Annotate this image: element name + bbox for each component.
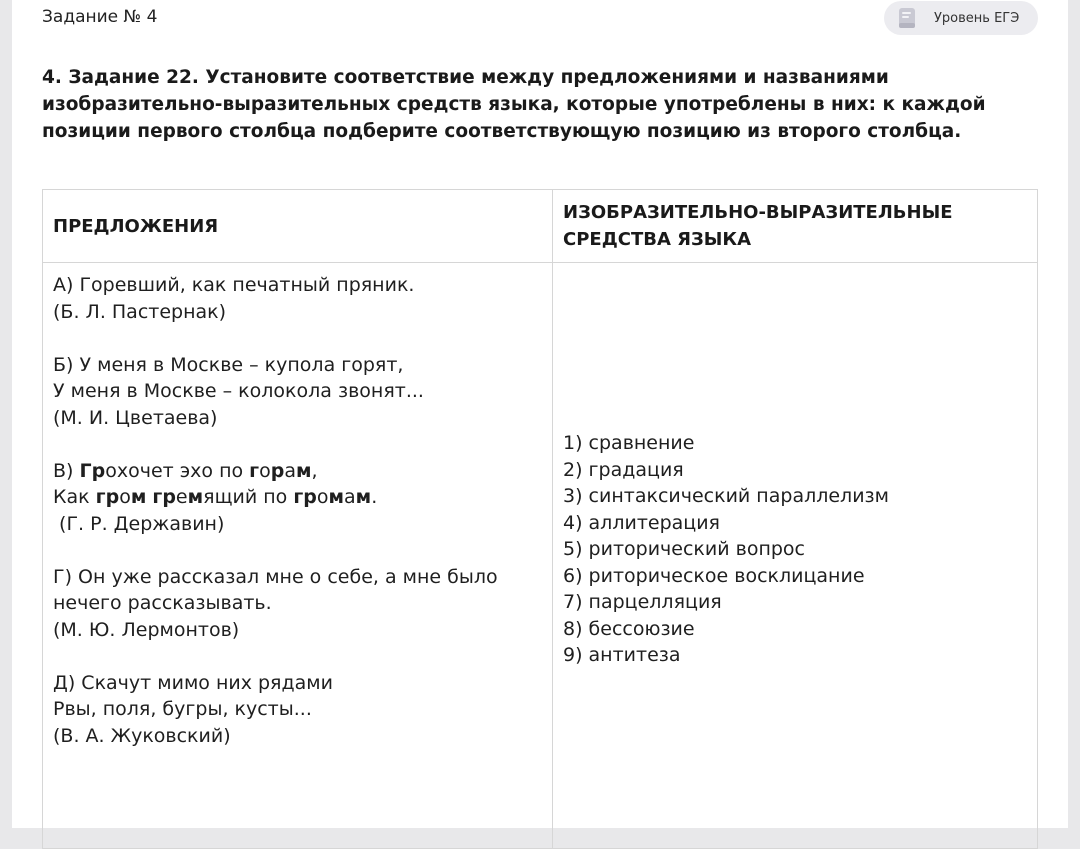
- sentence-g: [53, 564, 543, 644]
- sentence-d: [53, 670, 543, 750]
- sentence-line: Б) У меня в Москве – купола горят,: [53, 353, 404, 376]
- matching-table: [42, 189, 1038, 849]
- column-divider: [552, 190, 553, 848]
- means-item: 2) градация: [563, 458, 684, 481]
- sentence-author: (М. И. Цветаева): [53, 406, 218, 429]
- sentence-v: [53, 458, 543, 538]
- means-item: 7) парцелляция: [563, 591, 722, 613]
- sentence-line: Д) Скачут мимо них рядами: [53, 671, 333, 694]
- sentence-author: (М. Ю. Лермонтов): [53, 618, 240, 641]
- header-means: ИЗОБРАЗИТЕЛЬНО-ВЫРАЗИТЕЛЬНЫЕ СРЕДСТВА ЯЗЫКА: [563, 202, 953, 250]
- level-label: Уровень ЕГЭ: [934, 10, 1020, 26]
- header-divider: [43, 262, 1037, 263]
- means-item: 8) бессоюзие: [563, 617, 695, 640]
- header-sentences: ПРЕДЛОЖЕНИЯ: [53, 216, 219, 237]
- question-text: 4. Задание 22. Установите соответствие между предложениями и названиями изобразительно-выразительных средств языка, которые употреблены в них: к каждой позиции первого столбца подберите соответствующую позицию из второго столбца.: [42, 67, 986, 142]
- means-item: 1) сравнение: [563, 432, 695, 454]
- sentence-line-emphasized: В) Грохочет эхо по горам,: [53, 459, 318, 482]
- means-item: 3) синтаксический параллелизм: [563, 485, 889, 507]
- means-item: 9) антитеза: [563, 644, 681, 666]
- task-title: Задание № 4: [42, 7, 158, 27]
- sentence-line: Г) Он уже рассказал мне о себе, а мне было: [53, 565, 498, 588]
- level-badge[interactable]: [884, 1, 1038, 35]
- sentence-line: Рвы, поля, бугры, кусты...: [53, 698, 312, 720]
- sentence-a: [53, 272, 543, 325]
- means-column: [563, 430, 1023, 669]
- means-item: 6) риторическое восклицание: [563, 564, 865, 587]
- sentence-author: (Б. Л. Пастернак): [53, 300, 227, 323]
- book-icon: [898, 7, 916, 29]
- sentences-column: [53, 272, 543, 776]
- sentence-line-emphasized: Как гром гремящий по громам.: [53, 486, 378, 508]
- means-item: 5) риторический вопрос: [563, 538, 805, 560]
- sentence-author: (В. А. Жуковский): [53, 724, 231, 747]
- sentence-line: У меня в Москве – колокола звонят...: [53, 380, 424, 402]
- means-item: 4) аллитерация: [563, 511, 720, 534]
- sentence-author: (Г. Р. Державин): [53, 512, 225, 535]
- task-card: [12, 0, 1068, 828]
- sentence-line: нечего рассказывать.: [53, 592, 272, 614]
- sentence-b: [53, 352, 543, 432]
- sentence-line: А) Горевший, как печатный пряник.: [53, 274, 415, 296]
